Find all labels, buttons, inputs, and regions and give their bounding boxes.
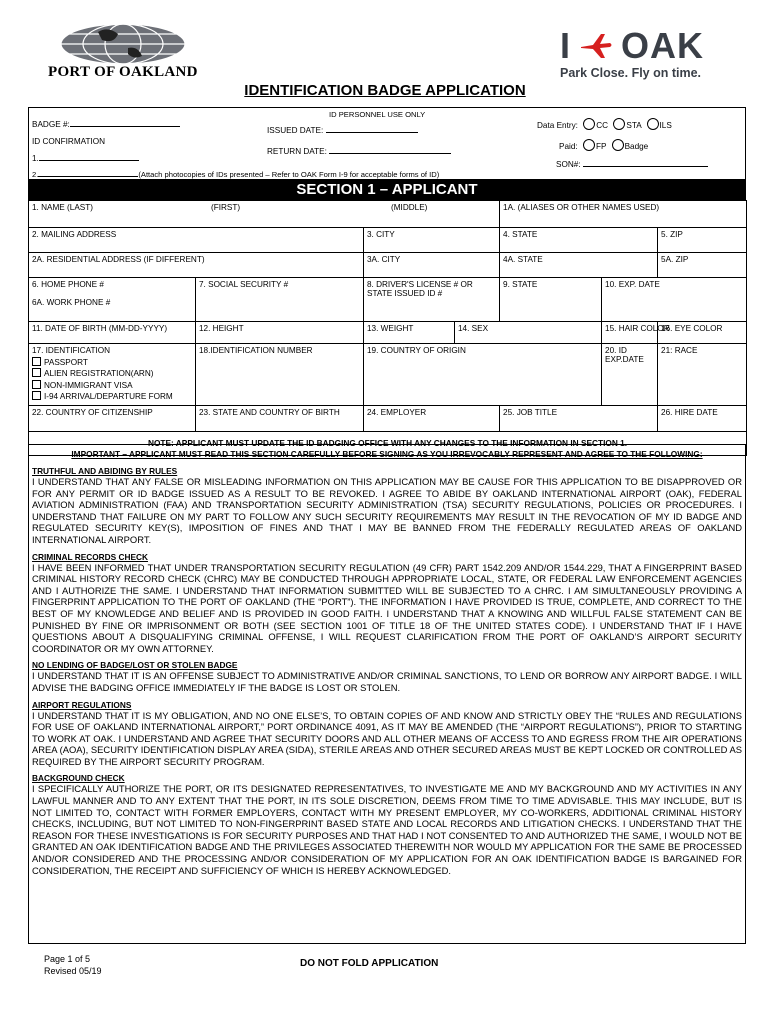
citizenship-field[interactable] bbox=[29, 405, 196, 431]
do-not-fold-notice: DO NOT FOLD APPLICATION bbox=[300, 958, 439, 969]
drivers-license-field[interactable] bbox=[364, 278, 500, 322]
ssn-field[interactable] bbox=[196, 278, 364, 322]
id-personnel-box bbox=[28, 107, 746, 179]
eye-color-label: 16. EYE COLOR bbox=[661, 324, 723, 333]
country-origin-field[interactable] bbox=[364, 344, 602, 406]
state-label: 4. STATE bbox=[503, 230, 538, 239]
return-date-label: RETURN DATE: bbox=[267, 147, 327, 156]
name-last-label: 1. NAME (LAST) bbox=[32, 203, 93, 212]
important-heading: IMPORTANT – APPLICANT MUST READ THIS SECTION CAREFULLY BEFORE SIGNING AS YOU IRREVOCABLY REPRESENT AND AGREE TO THE FOLLOWING: bbox=[71, 449, 703, 459]
country-origin-label: 19. COUNTRY OF ORIGIN bbox=[367, 346, 466, 355]
criminal-records-heading: CRIMINAL RECORDS CHECK bbox=[32, 551, 149, 562]
res-city-label: 3A. CITY bbox=[367, 255, 401, 264]
oak-tagline: Park Close. Fly on time. bbox=[560, 66, 702, 80]
son-field[interactable] bbox=[583, 166, 708, 167]
section-1-note: NOTE: APPLICANT MUST UPDATE THE ID BADGING OFFICE WITH ANY CHANGES TO THE INFORMATION IN SECTION 1. bbox=[29, 431, 747, 455]
res-state-field[interactable] bbox=[500, 253, 658, 278]
id-exp-date-label: 20. ID EXP.DATE bbox=[605, 346, 644, 364]
job-title-field[interactable] bbox=[500, 405, 658, 431]
port-of-oakland-logo bbox=[48, 22, 198, 82]
identification-field bbox=[29, 344, 196, 406]
sex-label: 14. SEX bbox=[458, 324, 489, 333]
paid-badge-label: Badge bbox=[624, 142, 649, 151]
height-field[interactable] bbox=[196, 322, 364, 344]
city-label: 3. CITY bbox=[367, 230, 395, 239]
phone-field[interactable] bbox=[29, 278, 196, 322]
badge-number-field[interactable] bbox=[70, 126, 180, 127]
home-phone-label: 6. HOME PHONE # bbox=[32, 280, 104, 289]
data-entry-sta-label: STA bbox=[626, 121, 642, 130]
alien-registration-label: ALIEN REGISTRATION(ARN) bbox=[44, 369, 154, 378]
passport-checkbox[interactable] bbox=[32, 357, 41, 366]
passport-label: PASSPORT bbox=[44, 357, 88, 367]
dl-state-field[interactable] bbox=[500, 278, 602, 322]
race-field[interactable] bbox=[658, 344, 747, 406]
revised-date: Revised 05/19 bbox=[44, 966, 102, 976]
employer-label: 24. EMPLOYER bbox=[367, 407, 427, 417]
attach-note: (Attach photocopies of IDs presented – Refer to OAK Form I-9 for acceptable forms of ID) bbox=[138, 170, 440, 179]
section-1-header: SECTION 1 – APPLICANT bbox=[28, 179, 746, 200]
employer-field[interactable] bbox=[364, 405, 500, 431]
non-immigrant-visa-checkbox[interactable] bbox=[32, 380, 41, 389]
exp-date-field[interactable] bbox=[602, 278, 747, 322]
paid-fp-radio[interactable] bbox=[583, 139, 595, 151]
airplane-icon bbox=[579, 33, 613, 59]
dob-label: 11. DATE OF BIRTH (MM-DD-YYYY) bbox=[32, 324, 168, 333]
applicant-table bbox=[28, 200, 747, 456]
id-line-2-label: 2. bbox=[32, 170, 39, 179]
issued-date-field[interactable] bbox=[326, 132, 418, 133]
hair-color-field[interactable] bbox=[602, 322, 670, 344]
aliases-field[interactable] bbox=[500, 201, 747, 228]
dl-state-label: 9. STATE bbox=[503, 280, 538, 289]
residential-address-label: 2A. RESIDENTIAL ADDRESS (IF DIFFERENT) bbox=[32, 255, 205, 264]
birth-place-field[interactable] bbox=[196, 405, 364, 431]
eye-color-field[interactable] bbox=[658, 322, 747, 344]
background-check-text: I SPECIFICALLY AUTHORIZE THE PORT, OR ITS DESIGNATED REPRESENTATIVES, TO INVESTIGATE ME AND MY BACKGROUND AND MY ACTIVITIES IN ANY LAWFUL MANNER AND TO ANY EXTENT THAT THE PORT, IN ITS SOLE DISCRETION, DEEMS FROM TIME TO TIME ADVISABLE. THIS MAY INCLUDE, BUT IS NOT LIMITED TO, CONTACT WITH FORMER EMPLOYERS, CONTACT WITH MY PRESENT EMPLOYER, MY CO-WORKERS, ADDITIONAL CRIMINAL HISTORY CHECKS, INCLUDING, BUT NOT LIMITED TO NON-FINGERPRINT BASED STATE AND LOCAL RECORDS AND LITIGATION CHECKS. I UNDERSTAND THAT THE REASON FOR THESE INVESTIGATIONS IS FOR SECURITY PURPOSES AND THAT HAD I NOT CONSENTED TO AND AUTHORIZED THE SAME, I WOULD NOT BE GRANTED AN OAK IDENTIFICATION BADGE AND THE PRIVILEGES ASSOCIATED THEREWITH NOR WOULD MY APPLICATION FOR THE SAME BE PROCESSED AND/OR CONSIDERED AND THE PROCESSING AND/OR CONSIDERATION OF MY APPLICATION FOR AN OAK IDENTIFICATION BADGE IS BARGAINED FOR CONSIDERATION, THE RECEIPT AND SUFFICIENCY OF WHICH IS HEREBY ACKNOWLEDGED. bbox=[32, 783, 742, 876]
citizenship-label: 22. COUNTRY OF CITIZENSHIP bbox=[32, 407, 153, 417]
aliases-label: 1A. (ALIASES OR OTHER NAMES USED) bbox=[503, 203, 660, 212]
data-entry-cc-radio[interactable] bbox=[583, 118, 595, 130]
org-name: PORT OF OAKLAND bbox=[48, 64, 198, 80]
city-field[interactable] bbox=[364, 228, 500, 253]
son-label: SON#: bbox=[556, 160, 581, 169]
airport-regulations-text: I UNDERSTAND THAT IT IS MY OBLIGATION, AND NO ONE ELSE’S, TO OBTAIN COPIES OF AND KNOW AND STRICTLY OBEY THE “RULES AND REGULATIONS FOR USE OF OAKLAND INTERNATIONAL AIRPORT,” PORT ORDINANCE 4091, AS IT MAY BE AMENDED (THE “AIRPORT REGULATIONS”), PRIOR TO STARTING TO WORK AT OAK. I UNDERSTAND AND AGREE THAT SECURITY DOORS AND ALL OTHER MEANS OF ACCESS TO AND EGRESS FROM THE AIR OPERATIONS AREA (AOA), SECURITY IDENTIFICATION DISPLAY AREA (SIDA), STERILE AREAS AND OTHER SECURED AREAS MUST BE KEPT LOCKED OR CONTROLLED AS REQUIRED BY THE AIRPORT SECURITY PROGRAM. bbox=[32, 709, 742, 767]
res-zip-label: 5A. ZIP bbox=[661, 255, 689, 264]
data-entry-sta-radio[interactable] bbox=[613, 118, 625, 130]
airport-regulations-heading: AIRPORT REGULATIONS bbox=[32, 699, 132, 710]
issued-date-label: ISSUED DATE: bbox=[267, 126, 324, 135]
state-field[interactable] bbox=[500, 228, 658, 253]
zip-label: 5. ZIP bbox=[661, 230, 683, 239]
sex-field[interactable] bbox=[455, 322, 602, 344]
mailing-address-field[interactable] bbox=[29, 228, 364, 253]
residential-address-field[interactable] bbox=[29, 253, 364, 278]
criminal-records-text: I HAVE BEEN INFORMED THAT UNDER TRANSPORTATION SECURITY REGULATION (49 CFR) PART 1542.209 AND/OR 1544.229, THAT A FINGERPRINT BASED CRIMINAL HISTORY RECORD CHECK (CHRC) MAY BE CONDUCTED THROUGH APPROPRIATE LOCAL, STATE, OR FEDERAL LAW ENFORCEMENT AGENCIES AND I AUTHORIZE THE SAME. I UNDERSTAND THAT INFORMATION SUBMITTED WILL BE SUBJECTED TO A CHRC. I AM SIMULTANEOUSLY PROVIDING A FINGERPRINT APPLICATION TO THE PORT OF OAKLAND (THE “PORT”). THE INFORMATION I HAVE PROVIDED IS TRUE, COMPLETE, AND CORRECT TO THE BEST OF MY KNOWLEDGE AND BELIEF AND IS PROVIDED IN GOOD FAITH. I UNDERSTAND THAT A KNOWING AND WILLFUL FALSE STATEMENT CAN BE PUNISHED BY FINE OR IMPRISONMENT OR BOTH (SEE SECTION 1001 OF TITLE 18 OF THE UNITED STATES CODE). I UNDERSTAND THAT IF I HAVE QUESTIONS ABOUT A DISQUALIFYING CRIMINAL OFFENSE, I WILL REQUEST CLARIFICATION FROM THE PORT OF OAKLAND’S AIRPORT SECURITY COORDINATOR OR MY OWN ATTORNEY. bbox=[32, 561, 742, 654]
form-title: IDENTIFICATION BADGE APPLICATION bbox=[244, 82, 526, 99]
name-middle-label: (MIDDLE) bbox=[391, 203, 428, 212]
page-footer-info bbox=[44, 953, 102, 977]
page-number: Page 1 of 5 bbox=[44, 954, 91, 964]
globe-logo-icon bbox=[58, 22, 188, 66]
data-entry-ils-radio[interactable] bbox=[647, 118, 659, 130]
i94-label: I-94 ARRIVAL/DEPARTURE FORM bbox=[44, 392, 173, 401]
identification-label: 17. IDENTIFICATION bbox=[32, 346, 111, 355]
weight-field[interactable] bbox=[364, 322, 455, 344]
oak-logo-letter: I bbox=[560, 25, 572, 66]
data-entry-label: Data Entry: bbox=[537, 121, 578, 130]
id-number-label: 18.IDENTIFICATION NUMBER bbox=[199, 346, 313, 355]
legal-section bbox=[28, 444, 746, 944]
oak-logo-word: OAK bbox=[621, 25, 705, 66]
paid-badge-radio[interactable] bbox=[612, 139, 624, 151]
res-zip-field[interactable] bbox=[658, 253, 747, 278]
job-title-label: 25. JOB TITLE bbox=[503, 407, 558, 417]
data-entry-ils-label: ILS bbox=[659, 121, 672, 130]
id-line-1-label: 1. bbox=[32, 154, 39, 163]
exp-date-label: 10. EXP. DATE bbox=[605, 280, 660, 289]
non-immigrant-visa-label: NON-IMMIGRANT VISA bbox=[44, 380, 133, 390]
zip-field[interactable] bbox=[658, 228, 747, 253]
work-phone-label: 6A. WORK PHONE # bbox=[32, 298, 111, 307]
oak-airport-logo bbox=[560, 25, 705, 80]
return-date-field[interactable] bbox=[329, 153, 451, 154]
no-lending-heading: NO LENDING OF BADGE/LOST OR STOLEN BADGE bbox=[32, 660, 238, 671]
id-confirmation-label: ID CONFIRMATION bbox=[32, 137, 106, 146]
truthful-text: I UNDERSTAND THAT ANY FALSE OR MISLEADING INFORMATION ON THIS APPLICATION MAY BE CAUSE FOR THIS APPLICATION TO BE DISAPPROVED OR FOR ANY PERMIT OR ID BADGE ISSUED AS A RESULT TO BE REVOKED. I AGREE TO ABIDE BY OAKLAND INTERNATIONAL AIRPORT (OAK), FEDERAL AVIATION ADMINISTRATION (FAA) AND TRANSPORTATION SECURITY ADMINISTRATION (TSA) SECURITY REGULATIONS, POLICIES OR PROCEDURES. I UNDERSTAND THAT FAILURE ON MY PART TO FOLLOW ANY SUCH SECURITY REQUIREMENTS MAY RESULT IN THE REVOCATION OF MY ID BADGE AND REGULATED SECURITY KEY(S), IMPOSITION OF FINES AND THAT I MAY BE BANNED FROM THE FEDERALLY REGULATED AREAS OF OAKLAND INTERNATIONAL AIRPORT. bbox=[32, 476, 742, 545]
personnel-only-label: ID PERSONNEL USE ONLY bbox=[329, 110, 426, 119]
birth-place-label: 23. STATE AND COUNTRY OF BIRTH bbox=[199, 407, 340, 417]
id-number-field[interactable] bbox=[196, 344, 364, 406]
height-label: 12. HEIGHT bbox=[199, 324, 244, 333]
hire-date-field[interactable] bbox=[658, 405, 747, 431]
badge-label: BADGE #: bbox=[32, 120, 70, 129]
background-check-heading: BACKGROUND CHECK bbox=[32, 773, 125, 784]
paid-fp-label: FP bbox=[595, 142, 607, 151]
i94-checkbox[interactable] bbox=[32, 391, 41, 400]
mailing-address-label: 2. MAILING ADDRESS bbox=[32, 230, 117, 239]
name-field[interactable] bbox=[29, 201, 500, 228]
no-lending-text: I UNDERSTAND THAT IT IS AN OFFENSE SUBJECT TO ADMINISTRATIVE AND/OR CRIMINAL SANCTIONS, TO LEND OR BORROW ANY AIRPORT BADGE. I WILL ADVISE THE BADGING OFFICE IMMEDIATELY IF THE BADGE IS LOST OR STOLEN. bbox=[32, 670, 742, 693]
race-label: 21: RACE bbox=[661, 346, 698, 355]
name-first-label: (FIRST) bbox=[211, 203, 241, 212]
data-entry-cc-label: CC bbox=[596, 121, 609, 130]
ssn-label: 7. SOCIAL SECURITY # bbox=[199, 280, 289, 289]
hire-date-label: 26. HIRE DATE bbox=[661, 407, 718, 417]
res-city-field[interactable] bbox=[364, 253, 500, 278]
weight-label: 13. WEIGHT bbox=[367, 324, 414, 333]
id-exp-date-field[interactable] bbox=[602, 344, 658, 406]
alien-registration-checkbox[interactable] bbox=[32, 368, 41, 377]
truthful-heading: TRUTHFUL AND ABIDING BY RULES bbox=[32, 466, 178, 476]
id-line-2-field[interactable] bbox=[38, 176, 138, 177]
hair-color-label: 15. HAIR COLOR bbox=[605, 324, 670, 333]
drivers-license-label: 8. DRIVER'S LICENSE # OR STATE ISSUED ID # bbox=[367, 280, 473, 298]
paid-label: Paid: bbox=[559, 142, 578, 151]
dob-field[interactable] bbox=[29, 322, 196, 344]
res-state-label: 4A. STATE bbox=[503, 255, 543, 264]
id-line-1-field[interactable] bbox=[39, 160, 139, 161]
